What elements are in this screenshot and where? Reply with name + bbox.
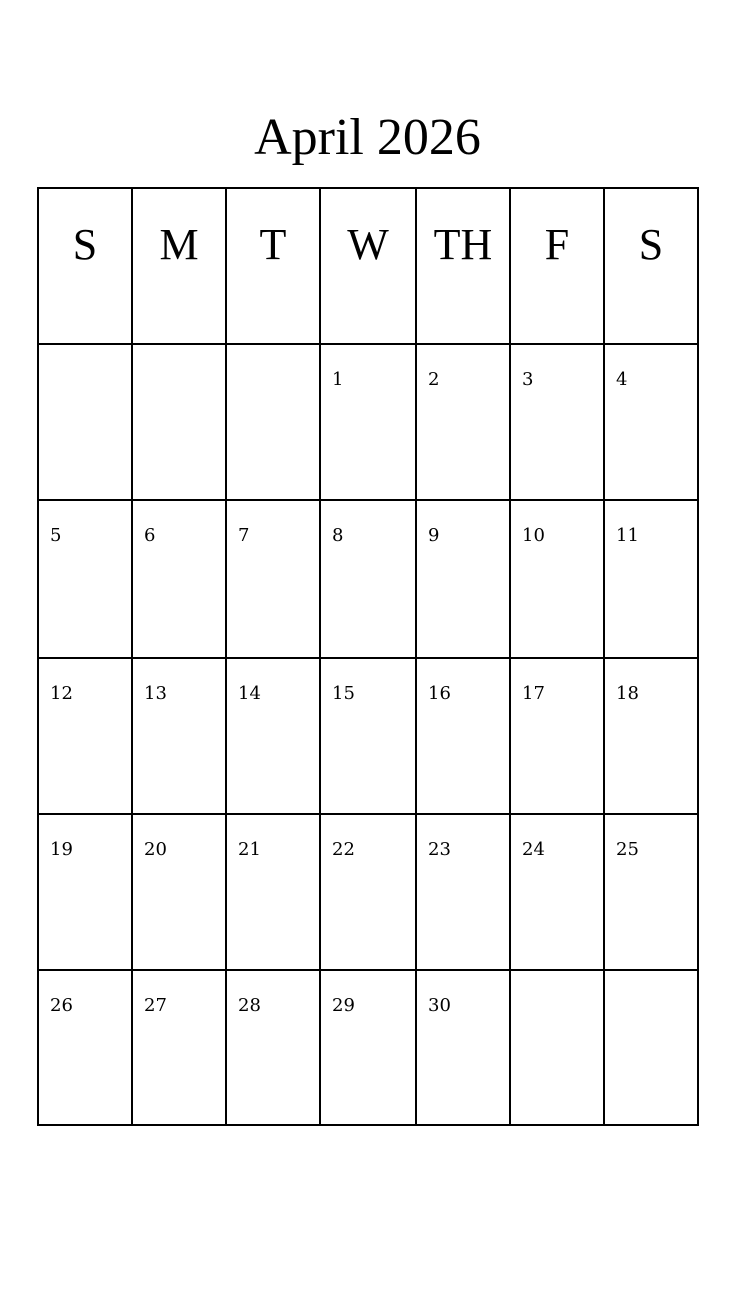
day-cell (417, 971, 511, 1126)
weekday-label: W (347, 220, 389, 269)
weekday-label: T (259, 220, 287, 269)
day-cell (133, 345, 227, 501)
day-cell (133, 501, 227, 659)
day-cell (321, 659, 417, 815)
day-cell (511, 971, 605, 1126)
day-cell (39, 345, 133, 501)
day-cell (511, 815, 605, 971)
weekday-header-thursday (417, 189, 511, 345)
day-number: 25 (616, 839, 639, 860)
weekday-header-sunday (39, 189, 133, 345)
day-number: 9 (428, 525, 440, 546)
day-number: 21 (238, 839, 261, 860)
day-number: 11 (616, 525, 639, 546)
day-cell (605, 971, 699, 1126)
day-number: 14 (238, 683, 261, 704)
day-number: 1 (332, 369, 344, 390)
day-number: 7 (238, 525, 250, 546)
day-cell (321, 501, 417, 659)
day-cell (227, 815, 321, 971)
day-cell (511, 659, 605, 815)
day-cell (227, 659, 321, 815)
day-cell (321, 345, 417, 501)
day-number: 2 (428, 369, 440, 390)
day-cell (605, 501, 699, 659)
day-cell (605, 815, 699, 971)
day-number: 19 (50, 839, 73, 860)
day-number: 13 (144, 683, 167, 704)
calendar-grid (37, 187, 699, 1126)
day-number: 4 (616, 369, 628, 390)
day-number: 30 (428, 995, 451, 1016)
day-number: 3 (522, 369, 534, 390)
day-number: 29 (332, 995, 355, 1016)
day-number: 24 (522, 839, 545, 860)
day-number: 17 (522, 683, 545, 704)
day-number: 20 (144, 839, 167, 860)
day-number: 22 (332, 839, 355, 860)
day-number: 26 (50, 995, 73, 1016)
weekday-label: M (159, 220, 199, 269)
day-cell (39, 659, 133, 815)
day-number: 6 (144, 525, 156, 546)
weekday-header-saturday (605, 189, 699, 345)
day-cell (321, 971, 417, 1126)
day-cell (39, 815, 133, 971)
day-cell (133, 971, 227, 1126)
day-number: 8 (332, 525, 344, 546)
weekday-header-tuesday (227, 189, 321, 345)
day-cell (417, 345, 511, 501)
weekday-header-monday (133, 189, 227, 345)
weekday-header-wednesday (321, 189, 417, 345)
day-number: 28 (238, 995, 261, 1016)
day-number: 15 (332, 683, 355, 704)
day-cell (133, 659, 227, 815)
day-number: 27 (144, 995, 167, 1016)
day-cell (321, 815, 417, 971)
day-cell (605, 345, 699, 501)
weekday-label: S (72, 220, 98, 269)
weekday-label: F (544, 220, 570, 269)
day-cell (227, 971, 321, 1126)
day-cell (511, 345, 605, 501)
day-cell (417, 659, 511, 815)
day-cell (417, 815, 511, 971)
day-cell (417, 501, 511, 659)
weekday-label: TH (433, 220, 493, 269)
day-number: 12 (50, 683, 73, 704)
day-cell (227, 345, 321, 501)
day-cell (227, 501, 321, 659)
day-number: 23 (428, 839, 451, 860)
day-cell (133, 815, 227, 971)
weekday-label: S (638, 220, 664, 269)
day-number: 18 (616, 683, 639, 704)
day-cell (39, 501, 133, 659)
day-cell (511, 501, 605, 659)
day-cell (39, 971, 133, 1126)
day-cell (605, 659, 699, 815)
day-number: 5 (50, 525, 62, 546)
calendar-title: April 2026 (254, 109, 481, 166)
day-number: 10 (522, 525, 545, 546)
day-number: 16 (428, 683, 451, 704)
weekday-header-friday (511, 189, 605, 345)
